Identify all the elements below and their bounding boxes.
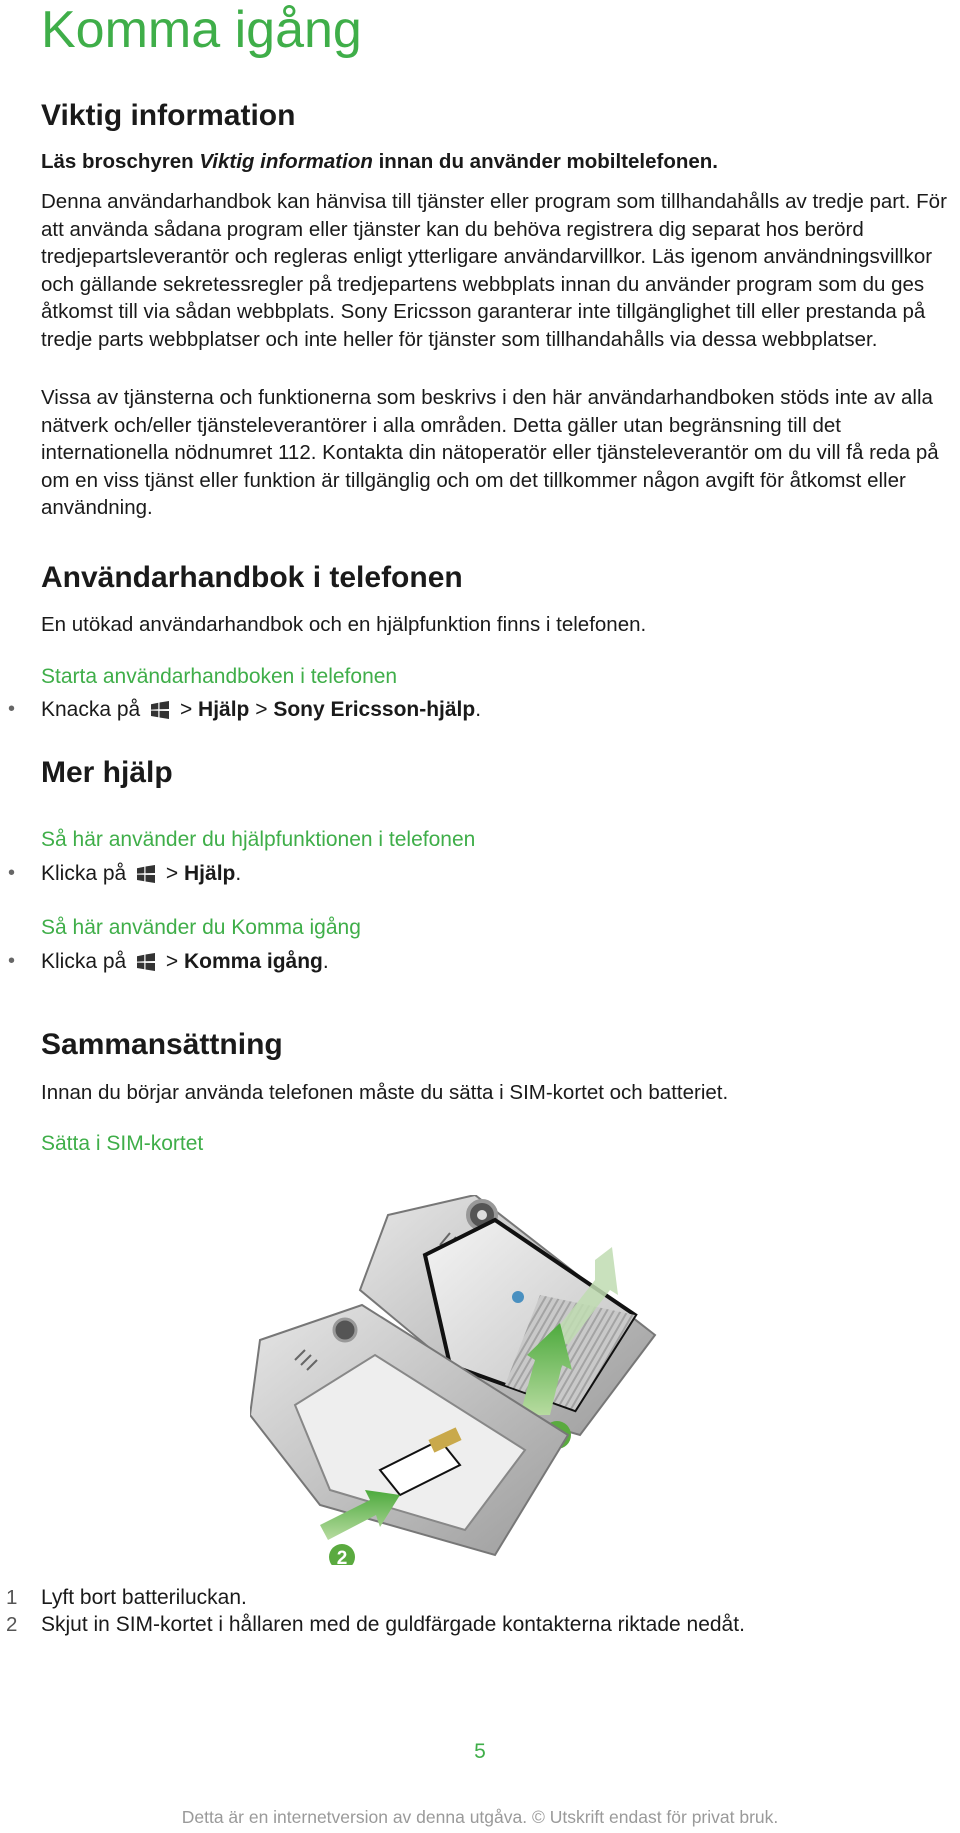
step-open-help — [41, 860, 241, 887]
separator: > — [165, 862, 179, 885]
punctuation: . — [322, 950, 329, 973]
step-text: Klicka på — [41, 862, 127, 885]
separator: > — [165, 950, 179, 973]
step-2-text: Skjut in SIM-kortet i hållaren med de guldfärgade kontakterna riktade nedåt. — [41, 1613, 745, 1636]
subheading-hjalpfunktion: Så här använder du hjälpfunktionen i telefonen — [41, 828, 476, 851]
windows-start-icon — [136, 865, 156, 883]
section-heading-sammansattning: Sammansättning — [41, 1028, 283, 1061]
section-heading-anvandarhandbok: Användarhandbok i telefonen — [41, 561, 463, 594]
step-text: Klicka på — [41, 950, 127, 973]
menu-item-komma-igang: Komma igång — [184, 950, 323, 973]
step-1-text: Lyft bort batteriluckan. — [41, 1586, 247, 1609]
paragraph-intro-handbook: En utökad användarhandbok och en hjälpfunktion finns i telefonen. — [41, 613, 647, 636]
menu-item-hjalp: Hjälp — [198, 698, 250, 721]
paragraph-third-party: Denna användarhandbok kan hänvisa till tjänster eller program som tillhandahålls av tredje part. För att använda sådana program eller tjänster kan du behöva registrera dig separat hos berörd tredjepartsleverantör och regleras enligt ytterligare användarvillkor. Läs igenom användningsvillkor och gällande sekretessregler på tredjepartens webbplats innan du använder program som du ges åtkomst till via sådan webbplats. Sony Ericsson garanterar inte tillgänglighet till eller prestanda på tredje parts webbplatser och inte heller för tjänster som tillhandahålls via dessa webbplatser. — [41, 190, 947, 351]
step-text: Knacka på — [41, 698, 141, 721]
subheading-komma-igang: Så här använder du Komma igång — [41, 916, 361, 939]
menu-item-hjalp: Hjälp — [184, 862, 236, 885]
step-open-handbook — [41, 696, 481, 723]
windows-start-icon — [150, 701, 170, 719]
lead-paragraph — [41, 148, 960, 176]
lead-post: innan du använder mobiltelefonen. — [372, 150, 718, 173]
windows-start-icon — [136, 953, 156, 971]
subheading-satta-i-sim: Sätta i SIM-kortet — [41, 1132, 204, 1155]
bullet: • — [8, 698, 16, 720]
step-number-2: 2 — [6, 1613, 18, 1636]
lead-pre: Läs broschyren — [41, 150, 200, 173]
subheading-starta-handbok: Starta användarhandboken i telefonen — [41, 665, 398, 688]
sim-card-insertion-illustration — [250, 1195, 750, 1565]
section-heading-mer-hjalp: Mer hjälp — [41, 756, 173, 789]
section-heading-viktig-information: Viktig information — [41, 99, 296, 132]
punctuation: . — [235, 862, 242, 885]
punctuation: . — [475, 698, 482, 721]
step-number-1: 1 — [6, 1586, 18, 1609]
bullet: • — [8, 950, 16, 972]
footer-notice: Detta är en internetversion av denna utgåva. © Utskrift endast för privat bruk. — [181, 1807, 779, 1827]
bullet: • — [8, 862, 16, 884]
paragraph-network-services: Vissa av tjänsterna och funktionerna som beskrivs i den här användarhandboken stöds inte av alla nätverk och/eller tjänsteleverantörer i alla områden. Detta gäller utan begränsning till det internationella nödnumret 112. Kontakta din nätoperatör eller tjänsteleverantör om du vill få reda på om en viss tjänst eller funktion är tillgänglig och om det tillkommer någon avgift för åtkomst eller användning. — [41, 386, 939, 519]
lead-italic: Viktig information — [199, 150, 373, 173]
separator: > — [255, 698, 268, 721]
page-number: 5 — [474, 1740, 486, 1763]
step-open-komma-igang — [41, 948, 329, 975]
callout-2: 2 — [336, 1548, 348, 1565]
separator: > — [179, 698, 193, 721]
page-title: Komma igång — [41, 1, 362, 59]
menu-item-sony-ericsson-hjalp: Sony Ericsson-hjälp — [273, 698, 476, 721]
paragraph-assembly-intro: Innan du börjar använda telefonen måste du sätta i SIM-kortet och batteriet. — [41, 1081, 729, 1104]
